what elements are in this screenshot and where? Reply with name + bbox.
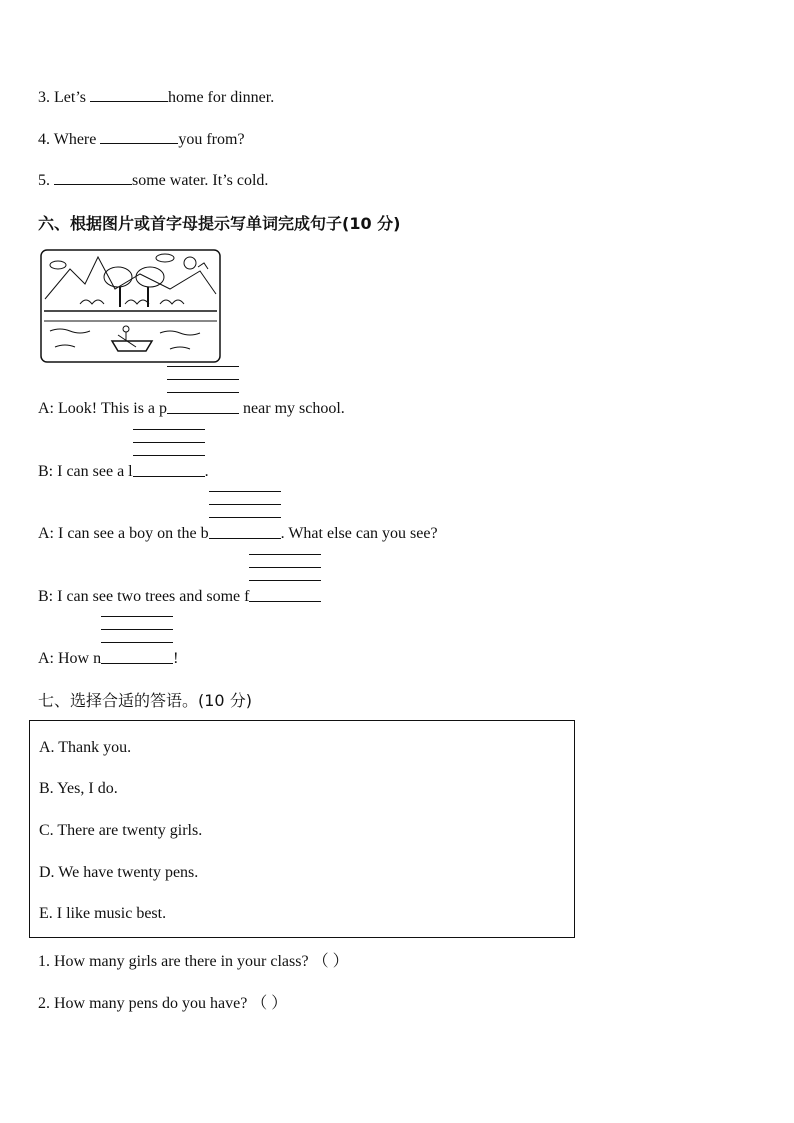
s6-line-5-blank[interactable] — [101, 649, 173, 663]
q4-blank[interactable] — [100, 129, 178, 144]
s6-line-2-after: . — [204, 463, 209, 480]
s6-line-1-blank[interactable] — [167, 399, 239, 413]
q4-text-after: you from? — [178, 131, 245, 148]
section6-heading: 六、根据图片或首字母提示写单词完成句子(10 分) — [38, 214, 401, 233]
s6-line-2-before: B: I can see a l — [38, 463, 133, 480]
option-e: E. I like music best. — [39, 905, 167, 922]
section7-heading: 七、选择合适的答语。(10 分) — [38, 691, 252, 710]
option-b: B. Yes, I do. — [39, 780, 118, 797]
s7-question-1-answer[interactable]: （ ） — [312, 953, 349, 970]
option-c: C. There are twenty girls. — [39, 822, 203, 839]
s6-line-3 — [38, 524, 438, 544]
option-d: D. We have twenty pens. — [39, 864, 199, 881]
s6-line-3-before: A: I can see a boy on the b — [38, 525, 209, 542]
q3-text-before: 3. Let’s — [38, 89, 90, 106]
q4-text-before: 4. Where — [38, 131, 101, 148]
answer-options-box — [29, 720, 575, 938]
s7-question-2-text: 2. How many pens do you have? — [38, 995, 248, 1012]
s6-line-4 — [38, 587, 321, 607]
s6-line-1 — [38, 399, 345, 419]
s7-question-1 — [38, 952, 349, 972]
s6-line-3-after: . What else can you see? — [280, 525, 438, 542]
s7-question-2-answer[interactable]: （ ） — [251, 995, 288, 1012]
s6-line-4-blank[interactable] — [249, 587, 321, 601]
s6-line-5-after: ! — [173, 650, 179, 667]
q5-blank[interactable] — [54, 170, 132, 185]
q5-text-before: 5. — [38, 172, 54, 189]
q3-blank[interactable] — [90, 87, 168, 102]
s7-question-2 — [38, 994, 287, 1014]
s7-question-1-text: 1. How many girls are there in your class? — [38, 953, 309, 970]
s6-line-4-before: B: I can see two trees and some f — [38, 588, 250, 605]
q3-text-after: home for dinner. — [168, 89, 275, 106]
q5-text-after: some water. It’s cold. — [132, 172, 269, 189]
s6-line-5-before: A: How n — [38, 650, 102, 667]
park-lake-picture — [40, 249, 221, 363]
s6-line-2-blank[interactable] — [133, 462, 205, 476]
q3-line — [38, 87, 274, 108]
s6-line-1-after: near my school. — [239, 400, 345, 417]
s6-line-5 — [38, 649, 178, 669]
q5-line — [38, 170, 268, 191]
option-a: A. Thank you. — [39, 739, 132, 756]
s6-line-1-before: A: Look! This is a p — [38, 400, 168, 417]
s6-line-2 — [38, 462, 209, 482]
q4-line — [38, 129, 245, 150]
s6-line-3-blank[interactable] — [209, 524, 281, 538]
